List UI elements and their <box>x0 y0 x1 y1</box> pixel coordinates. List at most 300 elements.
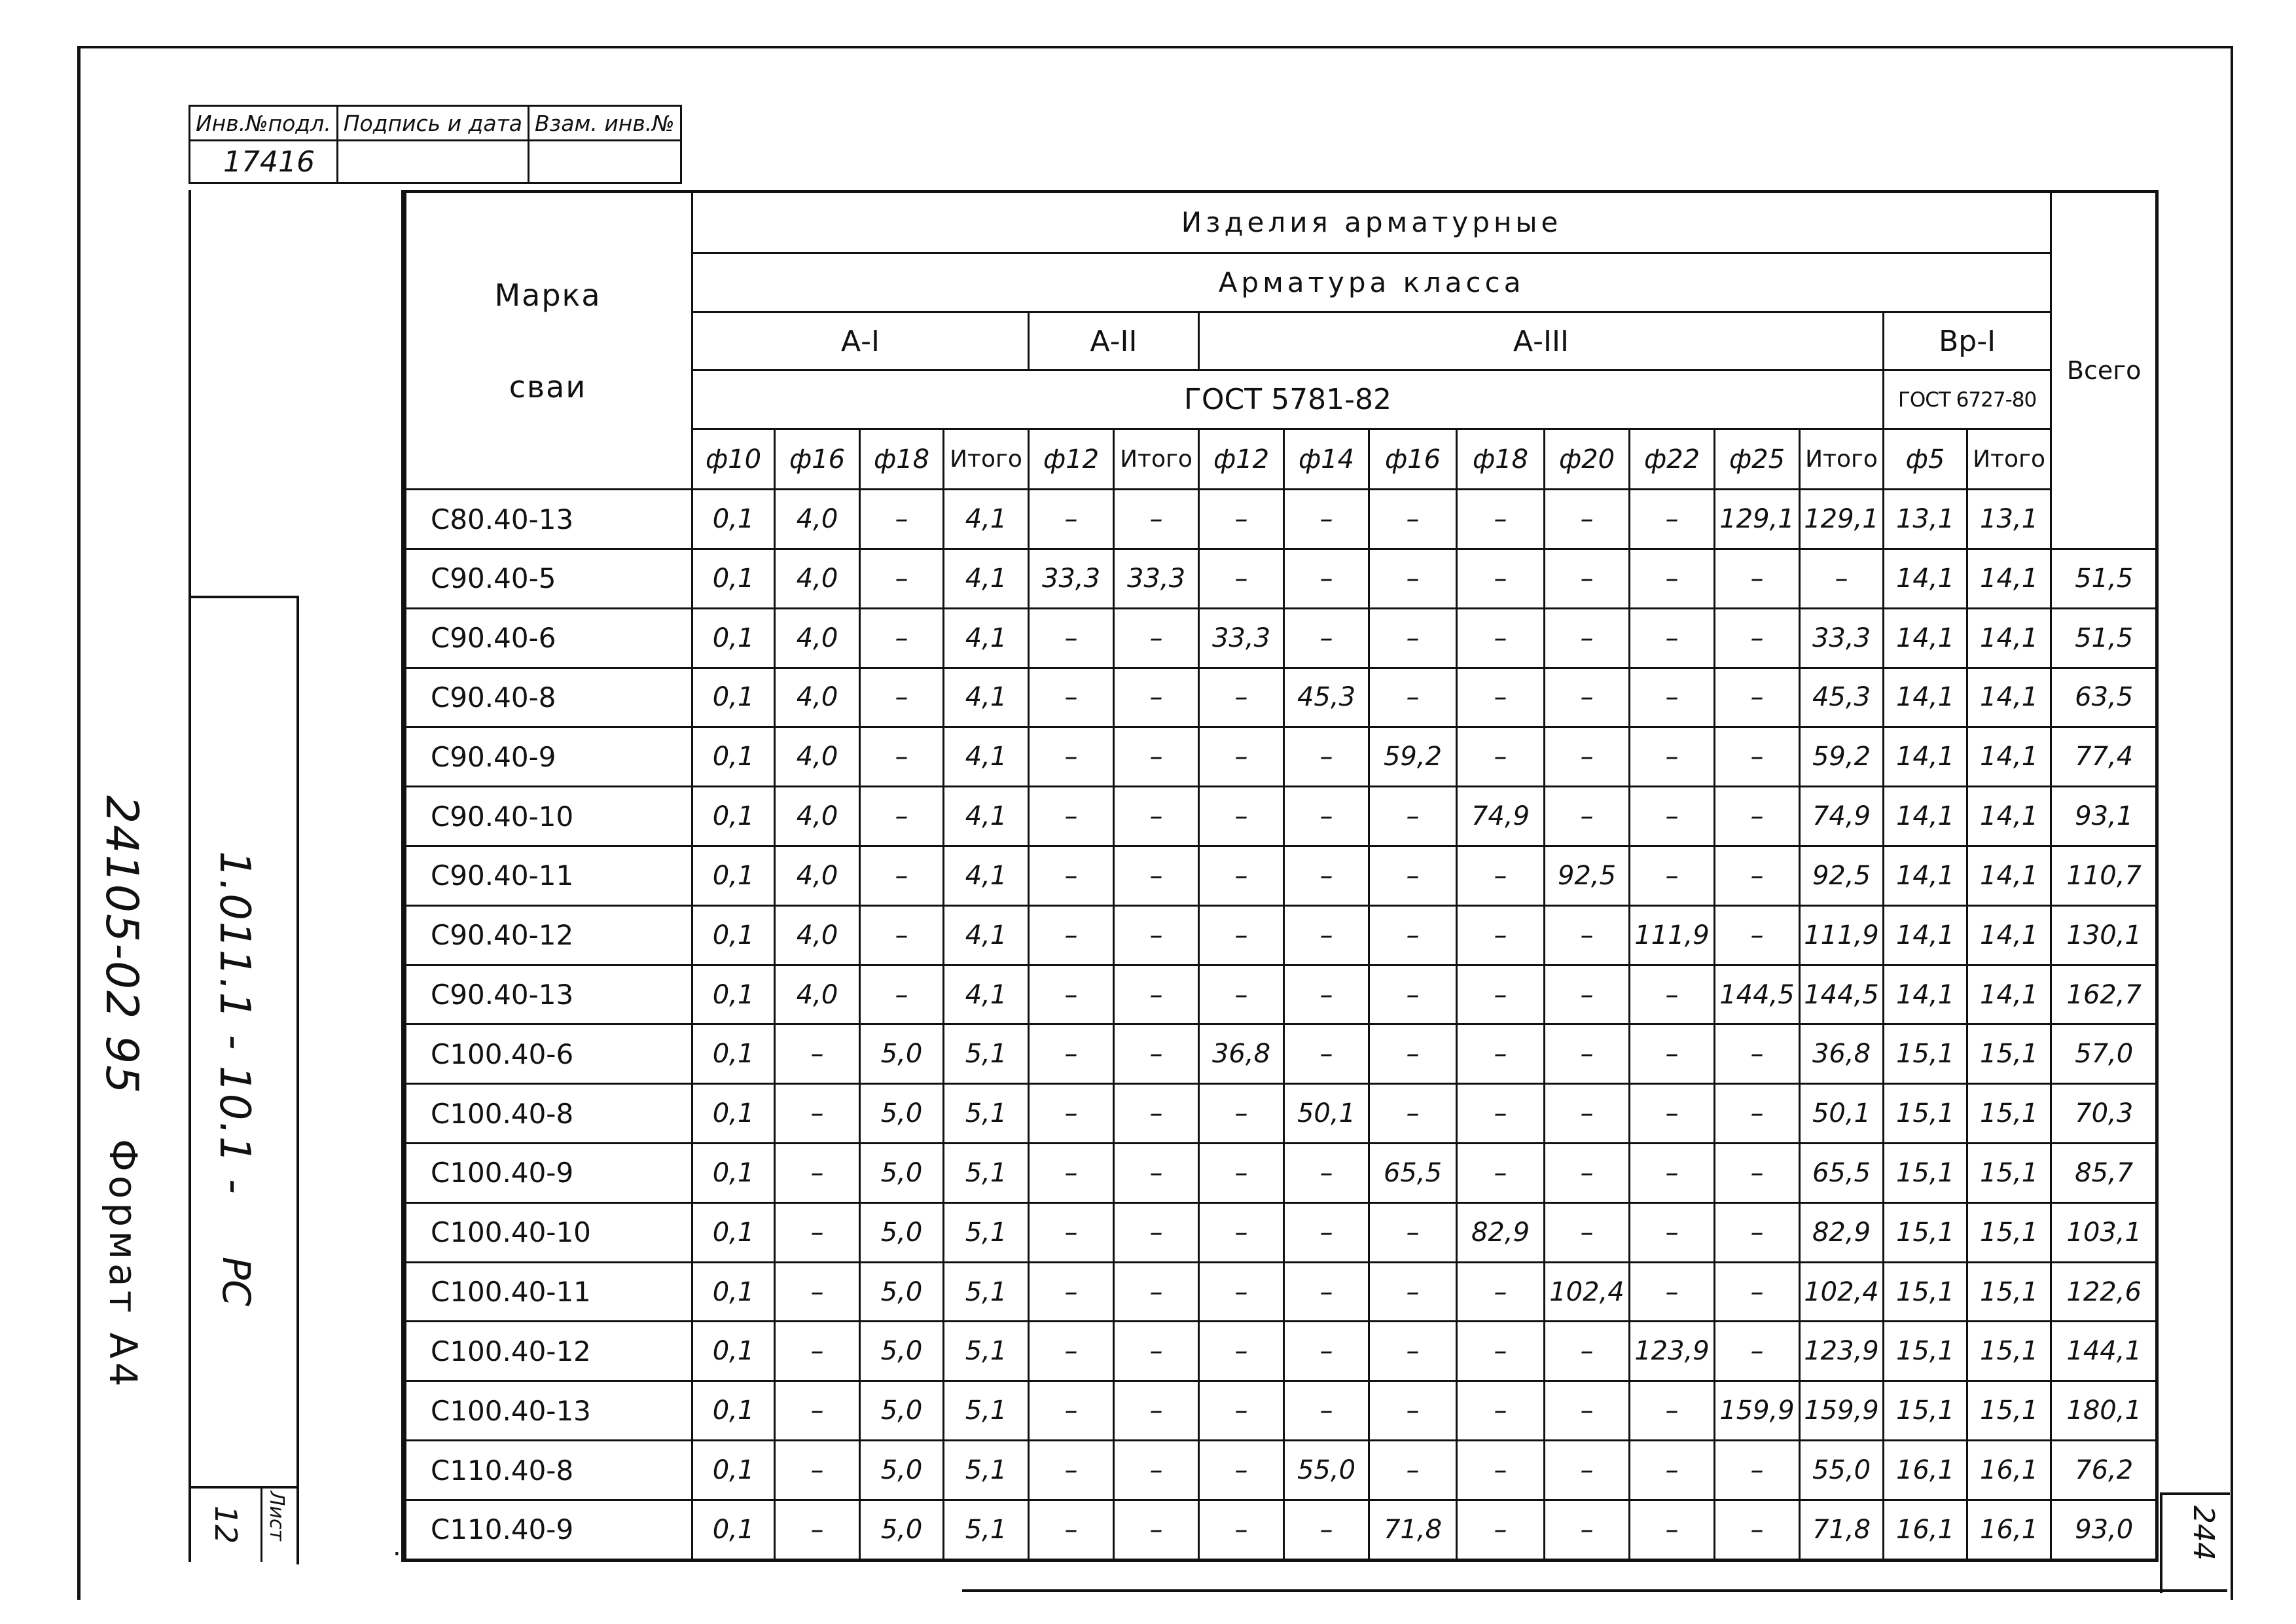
value-cell: – <box>1284 1024 1369 1084</box>
value-cell: 36,8 <box>1800 1024 1884 1084</box>
value-cell: 0,1 <box>692 965 775 1024</box>
value-cell: 93,1 <box>2051 787 2157 846</box>
value-cell: – <box>1715 668 1800 727</box>
value-cell: 59,2 <box>1800 727 1884 787</box>
value-cell: – <box>1199 1441 1284 1500</box>
value-cell: 4,0 <box>775 905 860 965</box>
value-cell: 51,5 <box>2051 608 2157 668</box>
value-cell: – <box>1114 490 1199 549</box>
value-cell: – <box>1457 1084 1545 1144</box>
value-cell: 33,3 <box>1114 549 1199 608</box>
value-cell: 180,1 <box>2051 1381 2157 1441</box>
value-cell: – <box>1715 1322 1800 1381</box>
value-cell: – <box>1029 1262 1114 1322</box>
value-cell: – <box>1284 1500 1369 1560</box>
table-row <box>403 1144 2157 1203</box>
value-cell: – <box>1630 1202 1715 1262</box>
value-cell: 110,7 <box>2051 846 2157 905</box>
value-cell: – <box>1715 1441 1800 1500</box>
value-cell: – <box>1284 905 1369 965</box>
value-cell: 144,1 <box>2051 1322 2157 1381</box>
value-cell: 5,0 <box>860 1500 944 1560</box>
value-cell: – <box>1029 490 1114 549</box>
value-cell: – <box>1630 549 1715 608</box>
value-cell: 4,0 <box>775 965 860 1024</box>
value-cell: – <box>1199 1322 1284 1381</box>
stage-label: РС <box>214 1257 259 1307</box>
value-cell: 14,1 <box>1967 846 2051 905</box>
value-cell: – <box>1545 1381 1630 1441</box>
value-cell: 77,4 <box>2051 727 2157 787</box>
value-cell: – <box>1545 490 1630 549</box>
value-cell: – <box>775 1441 860 1500</box>
value-cell: – <box>860 787 944 846</box>
table-row <box>403 668 2157 727</box>
value-cell: – <box>1545 727 1630 787</box>
table-row <box>403 490 2157 549</box>
value-cell: – <box>1630 846 1715 905</box>
value-cell: 13,1 <box>1884 490 1967 549</box>
value-cell: – <box>775 1262 860 1322</box>
value-cell: 4,1 <box>944 668 1029 727</box>
pile-mark-cell: С80.40-13 <box>403 490 692 549</box>
value-cell: – <box>1457 905 1545 965</box>
table-row <box>403 1024 2157 1084</box>
value-cell: 5,1 <box>944 1500 1029 1560</box>
value-cell: 5,1 <box>944 1441 1029 1500</box>
value-cell: 92,5 <box>1800 846 1884 905</box>
value-cell: – <box>1284 1202 1369 1262</box>
value-cell: 15,1 <box>1967 1381 2051 1441</box>
value-cell: – <box>1029 846 1114 905</box>
value-cell: – <box>1545 1500 1630 1560</box>
value-cell: – <box>1369 965 1457 1024</box>
value-cell: – <box>1029 727 1114 787</box>
value-cell: 5,0 <box>860 1262 944 1322</box>
value-cell: – <box>860 668 944 727</box>
value-cell: – <box>1630 1441 1715 1500</box>
pile-mark-cell: С90.40-8 <box>403 668 692 727</box>
value-cell: – <box>1457 1441 1545 1500</box>
value-cell: – <box>1715 1084 1800 1144</box>
value-cell: – <box>1114 608 1199 668</box>
gost-vr: ГОСТ 6727-80 <box>1884 370 2051 429</box>
value-cell: – <box>1715 787 1800 846</box>
value-cell: – <box>1114 787 1199 846</box>
pile-mark-cell: С90.40-5 <box>403 549 692 608</box>
value-cell: – <box>775 1381 860 1441</box>
value-cell: 4,0 <box>775 668 860 727</box>
sheet-box-divider <box>260 1486 262 1562</box>
table-row <box>403 1500 2157 1560</box>
value-cell: – <box>1199 1500 1284 1560</box>
value-cell: 0,1 <box>692 1441 775 1500</box>
value-cell: 0,1 <box>692 1024 775 1084</box>
value-cell: – <box>1369 1024 1457 1084</box>
value-cell: – <box>1199 549 1284 608</box>
value-cell: – <box>1630 1084 1715 1144</box>
value-cell: – <box>1715 1262 1800 1322</box>
value-cell: – <box>1457 1500 1545 1560</box>
value-cell: – <box>1457 549 1545 608</box>
value-cell: 0,1 <box>692 608 775 668</box>
value-cell: – <box>1630 608 1715 668</box>
value-cell: – <box>1715 1202 1800 1262</box>
column-header: ф14 <box>1284 429 1369 490</box>
value-cell: 4,1 <box>944 965 1029 1024</box>
value-cell: 57,0 <box>2051 1024 2157 1084</box>
value-cell: – <box>1284 965 1369 1024</box>
value-cell: – <box>1630 1024 1715 1084</box>
value-cell: – <box>1545 905 1630 965</box>
value-cell: 15,1 <box>1884 1084 1967 1144</box>
value-cell: – <box>1199 846 1284 905</box>
value-cell: 0,1 <box>692 1500 775 1560</box>
table-row <box>403 1322 2157 1381</box>
value-cell: – <box>1284 490 1369 549</box>
pile-mark-cell: С100.40-9 <box>403 1144 692 1203</box>
table-row <box>403 727 2157 787</box>
value-cell: – <box>1029 1381 1114 1441</box>
value-cell: – <box>775 1084 860 1144</box>
value-cell: 33,3 <box>1800 608 1884 668</box>
value-cell: – <box>1284 1262 1369 1322</box>
value-cell: 15,1 <box>1884 1322 1967 1381</box>
sheet-number: 12 <box>208 1506 243 1544</box>
value-cell: – <box>1457 668 1545 727</box>
value-cell: 50,1 <box>1800 1084 1884 1144</box>
value-cell: – <box>1199 727 1284 787</box>
value-cell: 14,1 <box>1884 608 1967 668</box>
column-header: ф18 <box>860 429 944 490</box>
value-cell: 0,1 <box>692 1322 775 1381</box>
value-cell: – <box>1029 1084 1114 1144</box>
value-cell: 14,1 <box>1884 965 1967 1024</box>
vzam-label: Взам. инв.№ <box>529 106 681 141</box>
value-cell: – <box>860 490 944 549</box>
value-cell: – <box>1545 1322 1630 1381</box>
value-cell: 129,1 <box>1715 490 1800 549</box>
value-cell: – <box>1369 1441 1457 1500</box>
column-header: ф16 <box>775 429 860 490</box>
value-cell: – <box>1114 1024 1199 1084</box>
value-cell: – <box>1114 1441 1199 1500</box>
value-cell: – <box>1199 1202 1284 1262</box>
value-cell: – <box>1114 1084 1199 1144</box>
value-cell: 74,9 <box>1457 787 1545 846</box>
value-cell: – <box>1029 787 1114 846</box>
value-cell: – <box>1199 905 1284 965</box>
archive-code: 24105-02 95 <box>96 795 147 1095</box>
value-cell: 93,0 <box>2051 1500 2157 1560</box>
value-cell: 4,0 <box>775 727 860 787</box>
pile-mark-cell: С110.40-8 <box>403 1441 692 1500</box>
value-cell: 5,1 <box>944 1262 1029 1322</box>
value-cell: – <box>860 905 944 965</box>
pile-mark-cell: С100.40-10 <box>403 1202 692 1262</box>
value-cell: 14,1 <box>1967 727 2051 787</box>
value-cell: – <box>1369 549 1457 608</box>
column-header: Итого <box>1967 429 2051 490</box>
value-cell: – <box>1284 727 1369 787</box>
value-cell: 15,1 <box>1884 1202 1967 1262</box>
total-header: Всего <box>2051 192 2157 549</box>
value-cell: – <box>1114 1144 1199 1203</box>
value-cell: 65,5 <box>1800 1144 1884 1203</box>
table-row <box>403 1381 2157 1441</box>
value-cell: 82,9 <box>1800 1202 1884 1262</box>
value-cell: – <box>1114 1381 1199 1441</box>
column-header: ф12 <box>1199 429 1284 490</box>
table-row <box>403 1262 2157 1322</box>
value-cell: – <box>1284 846 1369 905</box>
class-vr1: Вр-I <box>1884 312 2051 370</box>
rebar-spec-table <box>401 190 2159 1562</box>
value-cell: 0,1 <box>692 787 775 846</box>
value-cell: – <box>1457 1262 1545 1322</box>
pile-mark-cell: С90.40-13 <box>403 965 692 1024</box>
value-cell: 4,0 <box>775 787 860 846</box>
value-cell: – <box>1630 1262 1715 1322</box>
value-cell: 14,1 <box>1967 608 2051 668</box>
value-cell: 14,1 <box>1884 846 1967 905</box>
table-row <box>403 1084 2157 1144</box>
pile-mark-cell: С90.40-6 <box>403 608 692 668</box>
value-cell: – <box>1545 549 1630 608</box>
value-cell: – <box>1369 668 1457 727</box>
pile-mark-cell: С90.40-11 <box>403 846 692 905</box>
pile-mark-cell: С90.40-12 <box>403 905 692 965</box>
column-header: Итого <box>1800 429 1884 490</box>
value-cell: 45,3 <box>1284 668 1369 727</box>
value-cell: 5,0 <box>860 1024 944 1084</box>
value-cell: 5,0 <box>860 1144 944 1203</box>
value-cell: 71,8 <box>1369 1500 1457 1560</box>
value-cell: – <box>1284 1144 1369 1203</box>
value-cell: 111,9 <box>1800 905 1884 965</box>
value-cell: 65,5 <box>1369 1144 1457 1203</box>
value-cell: 122,6 <box>2051 1262 2157 1322</box>
column-header: ф22 <box>1630 429 1715 490</box>
value-cell: – <box>1715 846 1800 905</box>
sign-date-label: Подпись и дата <box>337 106 528 141</box>
value-cell: 4,1 <box>944 608 1029 668</box>
column-header: ф16 <box>1369 429 1457 490</box>
value-cell: 0,1 <box>692 846 775 905</box>
value-cell: – <box>1029 1024 1114 1084</box>
value-cell: – <box>1199 787 1284 846</box>
value-cell: 36,8 <box>1199 1024 1284 1084</box>
value-cell: – <box>860 549 944 608</box>
value-cell: 14,1 <box>1967 787 2051 846</box>
value-cell: 15,1 <box>1967 1024 2051 1084</box>
sheet-label: Лист <box>265 1491 288 1542</box>
value-cell: 14,1 <box>1884 549 1967 608</box>
value-cell: 5,1 <box>944 1322 1029 1381</box>
value-cell: 14,1 <box>1967 905 2051 965</box>
value-cell: 4,1 <box>944 727 1029 787</box>
value-cell: 4,1 <box>944 846 1029 905</box>
value-cell: 4,1 <box>944 549 1029 608</box>
value-cell: – <box>1715 1024 1800 1084</box>
value-cell: 5,1 <box>944 1381 1029 1441</box>
value-cell: – <box>1029 965 1114 1024</box>
value-cell: 15,1 <box>1967 1262 2051 1322</box>
value-cell: – <box>1457 608 1545 668</box>
class-a3: А-III <box>1199 312 1884 370</box>
value-cell: – <box>1457 1144 1545 1203</box>
value-cell: – <box>1630 787 1715 846</box>
value-cell: – <box>1029 1202 1114 1262</box>
value-cell: 0,1 <box>692 490 775 549</box>
value-cell: 123,9 <box>1800 1322 1884 1381</box>
value-cell: – <box>1114 965 1199 1024</box>
document-designation: 1.011.1 - 10.1 - <box>210 851 259 1195</box>
inv-value: 17416 <box>190 141 338 183</box>
value-cell: 15,1 <box>1967 1084 2051 1144</box>
value-cell: 15,1 <box>1884 1262 1967 1322</box>
value-cell: 85,7 <box>2051 1144 2157 1203</box>
vzam-value <box>529 141 681 183</box>
value-cell: – <box>1630 1381 1715 1441</box>
value-cell: 144,5 <box>1800 965 1884 1024</box>
value-cell: 50,1 <box>1284 1084 1369 1144</box>
value-cell: – <box>1029 668 1114 727</box>
value-cell: 102,4 <box>1545 1262 1630 1322</box>
pile-mark-cell: С90.40-9 <box>403 727 692 787</box>
value-cell: 129,1 <box>1800 490 1884 549</box>
class-a2: А-II <box>1029 312 1199 370</box>
inv-label: Инв.№подл. <box>190 106 338 141</box>
value-cell: 92,5 <box>1545 846 1630 905</box>
value-cell: – <box>1029 1500 1114 1560</box>
frame-bottom-line <box>962 1589 2227 1592</box>
value-cell: 55,0 <box>1800 1441 1884 1500</box>
value-cell: – <box>1284 549 1369 608</box>
value-cell: 0,1 <box>692 1381 775 1441</box>
value-cell: 33,3 <box>1199 608 1284 668</box>
value-cell: – <box>860 727 944 787</box>
value-cell: – <box>1630 965 1715 1024</box>
value-cell: – <box>1715 727 1800 787</box>
value-cell: 71,8 <box>1800 1500 1884 1560</box>
value-cell: – <box>1457 965 1545 1024</box>
value-cell: – <box>1545 1202 1630 1262</box>
value-cell: 45,3 <box>1800 668 1884 727</box>
value-cell: 14,1 <box>1967 549 2051 608</box>
value-cell: – <box>1029 608 1114 668</box>
value-cell: – <box>1114 905 1199 965</box>
value-cell: 33,3 <box>1029 549 1114 608</box>
value-cell: – <box>1199 1381 1284 1441</box>
value-cell: 15,1 <box>1884 1144 1967 1203</box>
value-cell: – <box>1114 846 1199 905</box>
value-cell: – <box>1369 608 1457 668</box>
column-header: ф18 <box>1457 429 1545 490</box>
table-row <box>403 787 2157 846</box>
value-cell: 76,2 <box>2051 1441 2157 1500</box>
value-cell: 0,1 <box>692 1084 775 1144</box>
column-header: ф25 <box>1715 429 1800 490</box>
value-cell: – <box>1715 549 1800 608</box>
value-cell: – <box>1284 608 1369 668</box>
column-header: Итого <box>1114 429 1199 490</box>
value-cell: – <box>1715 1144 1800 1203</box>
pile-mark-cell: С100.40-12 <box>403 1322 692 1381</box>
value-cell: – <box>1457 490 1545 549</box>
value-cell: – <box>1457 846 1545 905</box>
value-cell: 102,4 <box>1800 1262 1884 1322</box>
value-cell: – <box>1369 1202 1457 1262</box>
value-cell: 70,3 <box>2051 1084 2157 1144</box>
value-cell: – <box>1284 1381 1369 1441</box>
value-cell: 63,5 <box>2051 668 2157 727</box>
sign-date-value <box>337 141 528 183</box>
value-cell: 15,1 <box>1884 1024 1967 1084</box>
value-cell: 5,1 <box>944 1202 1029 1262</box>
value-cell: – <box>1457 1381 1545 1441</box>
value-cell: 0,1 <box>692 668 775 727</box>
value-cell: 4,0 <box>775 846 860 905</box>
marka-header: Марка сваи <box>403 192 692 490</box>
value-cell: – <box>1199 668 1284 727</box>
value-cell: – <box>1114 1322 1199 1381</box>
value-cell: – <box>1630 727 1715 787</box>
value-cell: 0,1 <box>692 1144 775 1203</box>
value-cell: 4,1 <box>944 787 1029 846</box>
value-cell: 4,0 <box>775 608 860 668</box>
value-cell: – <box>1114 1202 1199 1262</box>
value-cell: 5,0 <box>860 1084 944 1144</box>
value-cell: – <box>1457 727 1545 787</box>
value-cell: 14,1 <box>1884 727 1967 787</box>
value-cell: – <box>1369 490 1457 549</box>
class-a1: А-I <box>692 312 1029 370</box>
value-cell: – <box>1029 1144 1114 1203</box>
value-cell: 74,9 <box>1800 787 1884 846</box>
rebar-class-header: Арматура класса <box>692 253 2051 312</box>
value-cell: – <box>1545 1144 1630 1203</box>
value-cell: 0,1 <box>692 1262 775 1322</box>
column-header: ф10 <box>692 429 775 490</box>
value-cell: 5,0 <box>860 1441 944 1500</box>
value-cell: – <box>1545 1441 1630 1500</box>
value-cell: – <box>1369 1381 1457 1441</box>
value-cell: – <box>1199 965 1284 1024</box>
value-cell: – <box>775 1500 860 1560</box>
inventory-stamp <box>188 105 682 184</box>
value-cell: 16,1 <box>1884 1500 1967 1560</box>
value-cell: – <box>1715 1500 1800 1560</box>
value-cell: – <box>1545 608 1630 668</box>
value-cell: – <box>775 1024 860 1084</box>
value-cell: 14,1 <box>1884 787 1967 846</box>
value-cell: – <box>775 1322 860 1381</box>
value-cell: – <box>1029 1441 1114 1500</box>
value-cell: – <box>1630 1500 1715 1560</box>
value-cell: 14,1 <box>1884 668 1967 727</box>
value-cell: 5,0 <box>860 1381 944 1441</box>
value-cell: 4,1 <box>944 490 1029 549</box>
value-cell: 111,9 <box>1630 905 1715 965</box>
value-cell: – <box>1369 905 1457 965</box>
value-cell: 14,1 <box>1884 905 1967 965</box>
value-cell: 0,1 <box>692 905 775 965</box>
value-cell: – <box>1630 668 1715 727</box>
value-cell: – <box>775 1144 860 1203</box>
pile-mark-cell: С90.40-10 <box>403 787 692 846</box>
table-row <box>403 846 2157 905</box>
